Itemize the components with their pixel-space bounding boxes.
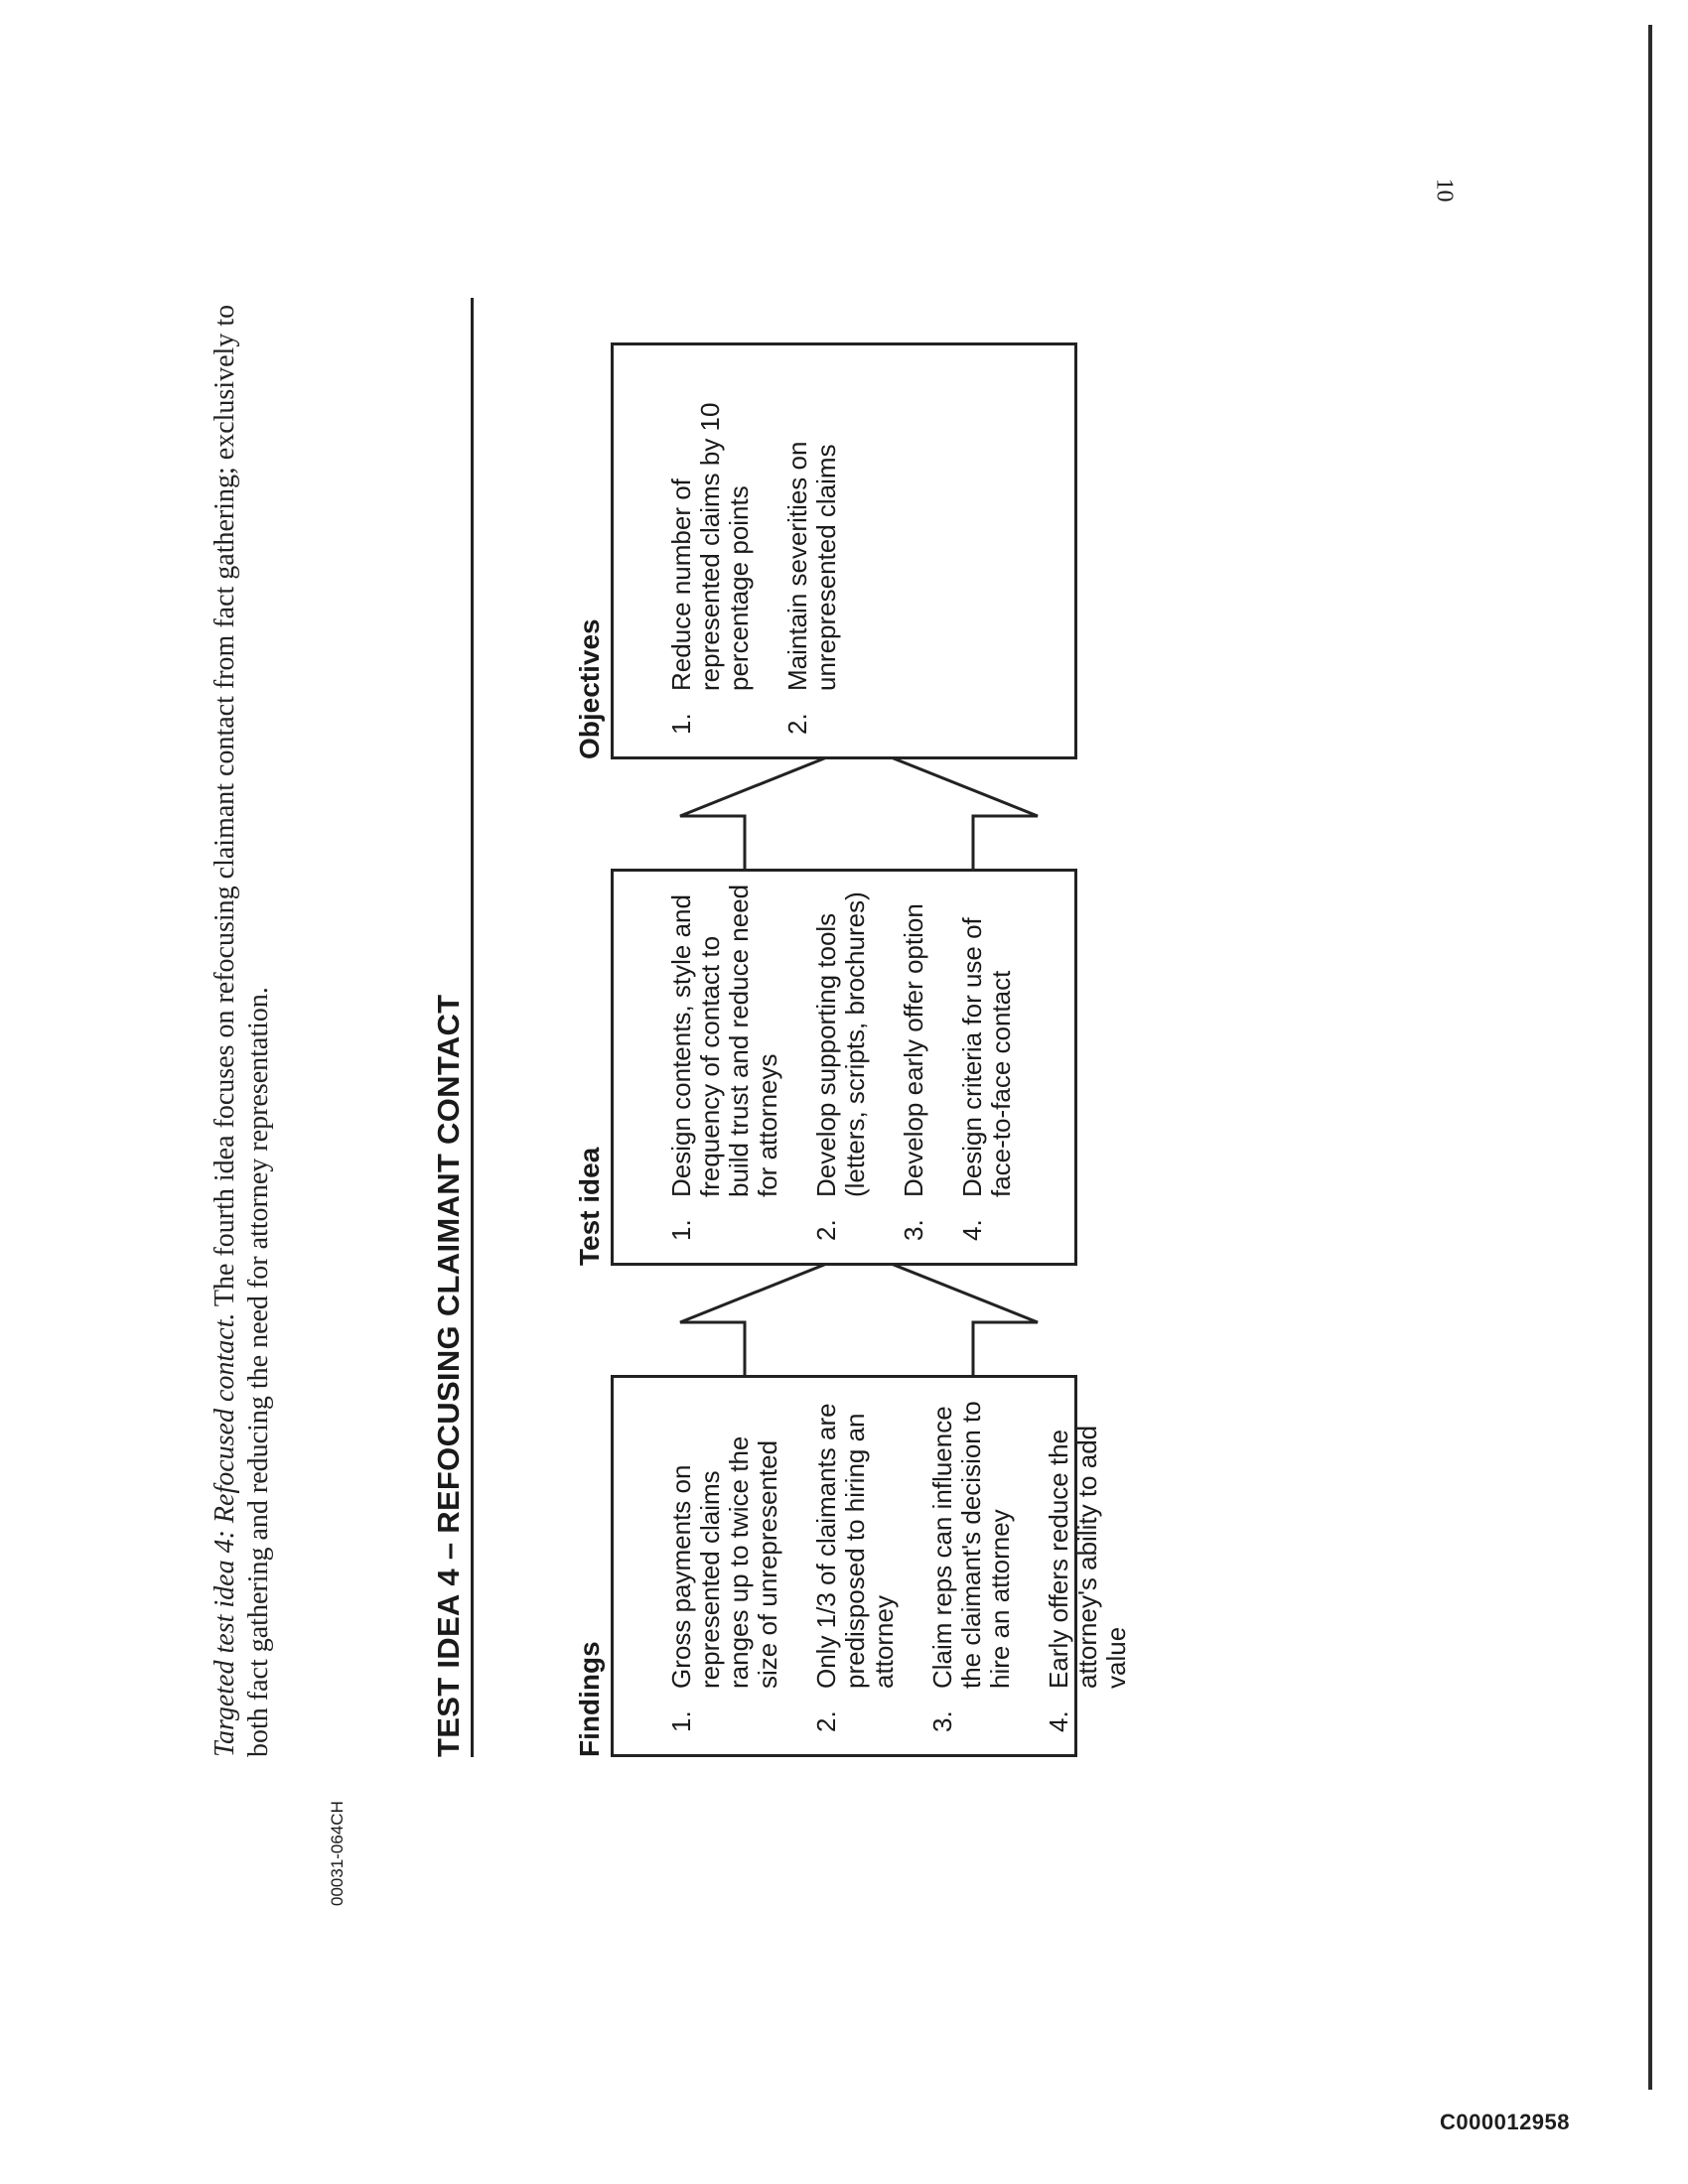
findings-item	[928, 1390, 1015, 1732]
findings-item-text: Claim reps can influence the claimant's decision to hire an attorney	[927, 1401, 1015, 1689]
test-idea-item-text: Develop early offer option	[899, 903, 928, 1197]
objectives-item-number: 2.	[782, 713, 812, 735]
findings-item	[1045, 1390, 1131, 1732]
objectives-list	[667, 357, 871, 735]
objectives-item-text: Reduce number of represented claims by 10 percentage points	[666, 402, 754, 691]
objectives-box	[611, 342, 1077, 759]
objectives-item	[667, 357, 754, 735]
test-idea-item-number: 3.	[899, 1219, 928, 1241]
objectives-title: Objectives	[574, 618, 605, 759]
test-idea-item	[667, 884, 782, 1241]
test-idea-item	[812, 884, 870, 1241]
test-idea-list	[667, 884, 1046, 1241]
objectives-item-text: Maintain severities on unrepresented claims	[782, 441, 841, 691]
findings-item-number: 4.	[1044, 1710, 1073, 1732]
intro-lead: Targeted test idea 4:	[210, 1530, 240, 1757]
test-idea-item-number: 4.	[957, 1219, 987, 1241]
findings-box	[611, 1375, 1131, 1757]
findings-title: Findings	[574, 1641, 605, 1757]
test-idea-title: Test idea	[574, 1147, 605, 1266]
test-idea-item-text: Design criteria for use of face-to-face contact	[957, 917, 1016, 1197]
findings-item	[812, 1390, 899, 1732]
page-edge-line	[1648, 25, 1652, 2090]
test-idea-box	[611, 869, 1077, 1266]
test-idea-item-number: 1.	[666, 1219, 696, 1241]
test-idea-item-text: Develop supporting tools (letters, scripts, brochures)	[811, 891, 870, 1197]
findings-list	[667, 1390, 1161, 1732]
findings-item-number: 3.	[927, 1710, 957, 1732]
intro-emphasis: Refocused contact.	[210, 1312, 240, 1524]
document-code: 00031-064CH	[328, 1801, 347, 1906]
intro-paragraph	[209, 268, 276, 1757]
findings-item	[667, 1390, 782, 1732]
objectives-item-number: 1.	[666, 713, 696, 735]
rotated-content	[209, 139, 1460, 1807]
bates-number: C000012958	[1440, 2110, 1571, 2134]
test-idea-item	[900, 884, 928, 1241]
findings-item-number: 1.	[666, 1710, 696, 1732]
intro-body: The fourth idea focuses on refocusing claimant contact from fact gathering; exclusively to both fact gathering and reducing the need for attorney representation.	[210, 304, 274, 1757]
findings-item-number: 2.	[811, 1710, 841, 1732]
findings-item-text: Only 1/3 of claimants are predisposed to hiring an attorney	[811, 1403, 899, 1689]
section-title: TEST IDEA 4 – REFOCUSING CLAIMANT CONTACT	[429, 298, 474, 1757]
test-idea-item-number: 2.	[811, 1219, 841, 1241]
objectives-item	[783, 357, 841, 735]
page-number: 10	[1431, 178, 1458, 203]
findings-item-text: Early offers reduce the attorney's ability to add value	[1044, 1425, 1131, 1689]
findings-item-text: Gross payments on represented claims ranges up to twice the size of unrepresented	[666, 1435, 782, 1689]
test-idea-item	[958, 884, 1016, 1241]
test-idea-item-text: Design contents, style and frequency of contact to build trust and reduce need for attorneys	[666, 884, 782, 1197]
